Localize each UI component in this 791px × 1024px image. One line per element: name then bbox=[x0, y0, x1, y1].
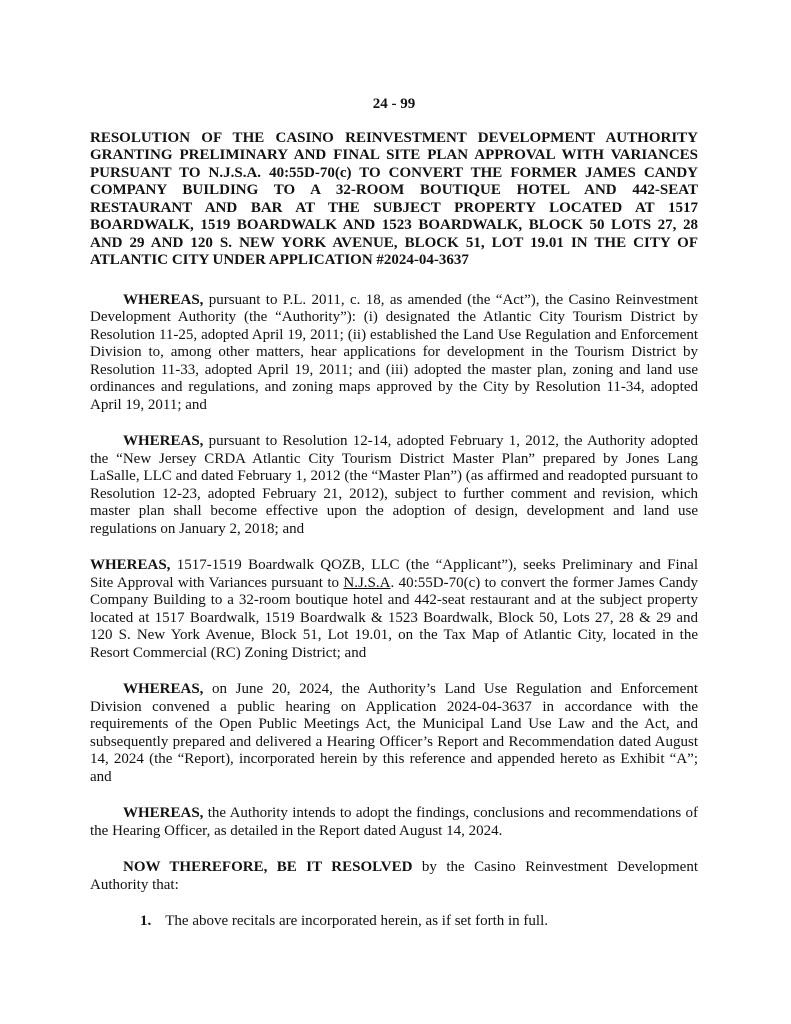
whereas-clause-2 bbox=[90, 433, 698, 538]
whereas-clause-1 bbox=[90, 292, 698, 415]
resolved-item-1 bbox=[140, 913, 698, 931]
whereas-text-3-pre: 1517-1519 Boardwalk QOZB, LLC (the “Applicant”), seeks Preliminary and Final Site Approval with Variances pursuant to bbox=[90, 557, 698, 591]
statute-citation-underlined: N.J.S.A bbox=[343, 574, 391, 591]
whereas-text-4: on June 20, 2024, the Authority’s Land Use Regulation and Enforcement Division convened a public hearing on Application 2024-04-3637 in accordance with the requirements of the Open Public Meetings Act, the Municipal Land Use Law and the Act, and subsequently prepared and delivered a Hearing Officer’s Report and Recommendation dated August 14, 2024 (the “Report), incorporated herein by this reference and appended hereto as Exhibit “A”; and bbox=[90, 681, 698, 785]
whereas-clause-5 bbox=[90, 805, 698, 840]
item-text: The above recitals are incorporated herein, as if set forth in full. bbox=[165, 913, 549, 929]
whereas-lead-1: WHEREAS, bbox=[123, 291, 204, 308]
resolved-text: by the Casino Reinvestment Development Authority that: bbox=[90, 859, 698, 893]
resolution-title: RESOLUTION OF THE CASINO REINVESTMENT DEVELOPMENT AUTHORITY GRANTING PRELIMINARY AND FINAL SITE PLAN APPROVAL WITH VARIANCES PURSUANT TO N.J.S.A. 40:55D-70(c) TO CONVERT THE FORMER JAMES CANDY COMPANY BUILDING TO A 32-ROOM BOUTIQUE HOTEL AND 442-SEAT RESTAURANT AND BAR AT THE SUBJECT PROPERTY LOCATED AT 1517 BOARDWALK, 1519 BOARDWALK AND 1523 BOARDWALK, BLOCK 50 LOTS 27, 28 AND 29 AND 120 S. NEW YORK AVENUE, BLOCK 51, LOT 19.01 IN THE CITY OF ATLANTIC CITY UNDER APPLICATION #2024-04-3637 bbox=[90, 129, 698, 268]
whereas-lead-3: WHEREAS, bbox=[90, 557, 171, 573]
resolved-clause bbox=[90, 859, 698, 894]
whereas-lead-4: WHEREAS, bbox=[123, 681, 204, 697]
whereas-text-2: pursuant to Resolution 12-14, adopted February 1, 2012, the Authority adopted the “New Jersey CRDA Atlantic City Tourism District Master Plan” prepared by Jones Lang LaSalle, LLC and dated February 1, 2012 (the “Master Plan”) (as affirmed and readopted pursuant to Resolution 12-23, adopted February 21, 2012), subject to further comment and revision, which master plan shall become effective upon the adoption of design, development and land use regulations on January 2, 2018; and bbox=[90, 433, 698, 537]
whereas-lead-5: WHEREAS, bbox=[123, 805, 204, 821]
whereas-text-5: the Authority intends to adopt the findings, conclusions and recommendations of the Hearing Officer, as detailed in the Report dated August 14, 2024. bbox=[90, 805, 698, 839]
whereas-clause-4 bbox=[90, 681, 698, 786]
item-number: 1. bbox=[140, 913, 152, 929]
whereas-clause-3 bbox=[90, 557, 698, 662]
whereas-text-3-post: . 40:55D-70(c) to convert the former James Candy Company Building to a 32-room boutique hotel and 442-seat restaurant and at the subject property located at 1517 Boardwalk, 1519 Boardwalk & 1523 Boardwalk, Block 50, Lots 27, 28 & 29 and 120 S. New York Avenue, Block 51, Lot 19.01, on the Tax Map of Atlantic City, located in the Resort Commercial (RC) Zoning District; and bbox=[90, 574, 698, 661]
resolution-number: 24 - 99 bbox=[372, 96, 416, 112]
resolved-lead: NOW THEREFORE, BE IT RESOLVED bbox=[123, 859, 413, 875]
whereas-lead-2: WHEREAS, bbox=[123, 433, 204, 449]
whereas-text-1: pursuant to P.L. 2011, c. 18, as amended (the “Act”), the Casino Reinvestment Development Authority (the “Authority”): (i) designated the Atlantic City Tourism District by Resolution 11-25, adopted April 19, 2011; (ii) established the Land Use Regulation and Enforcement Division to, among other matters, hear applications for development in the Tourism District by Resolution 11-33, adopted April 19, 2011; and (iii) adopted the master plan, zoning and land use ordinances and regulations, and zoning maps approved by the City by Resolution 11-34, adopted April 19, 2011; and bbox=[90, 291, 698, 413]
